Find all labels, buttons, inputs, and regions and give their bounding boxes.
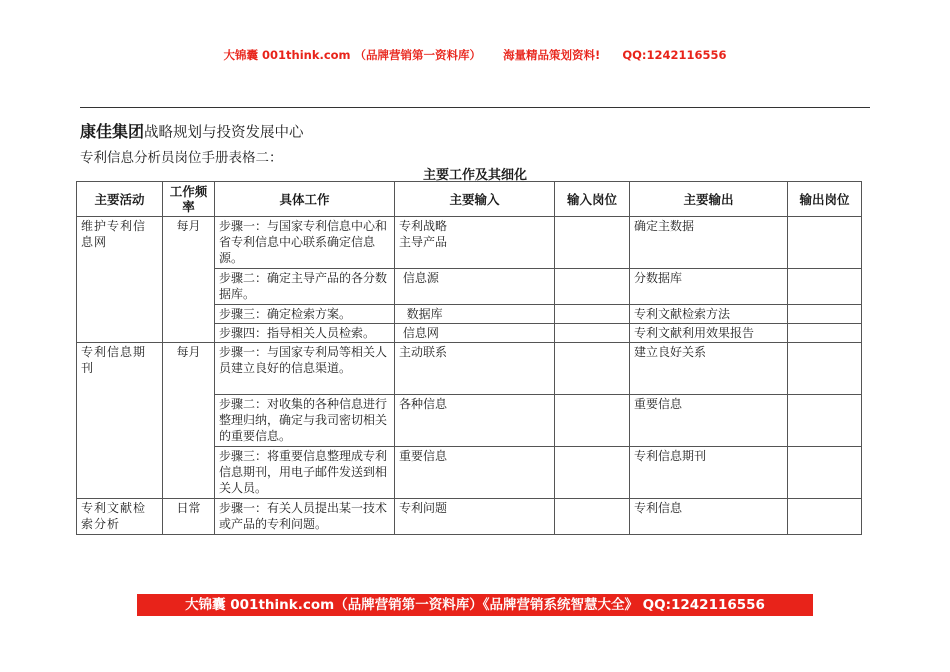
input-post-cell	[555, 269, 630, 305]
output-post-cell	[788, 269, 862, 305]
company-heading	[80, 119, 304, 142]
input-post-cell	[555, 447, 630, 499]
input-cell: 数据库	[395, 305, 555, 324]
form-subtitle: 专利信息分析员岗位手册表格二：	[80, 150, 283, 166]
work-cell: 步骤一：有关人员提出某一技术或产品的专利问题。	[215, 499, 395, 535]
top-watermark-banner	[0, 47, 950, 63]
output-post-cell	[788, 217, 862, 269]
input-cell: 重要信息	[395, 447, 555, 499]
company-name: 康佳集团	[80, 122, 145, 141]
header-input-post: 输入岗位	[555, 182, 630, 217]
work-cell: 步骤一：与国家专利信息中心和省专利信息中心联系确定信息源。	[215, 217, 395, 269]
output-cell: 专利文献利用效果报告	[630, 324, 788, 343]
output-post-cell	[788, 447, 862, 499]
table-row	[77, 343, 862, 395]
input-cell: 专利问题	[395, 499, 555, 535]
input-cell: 信息网	[395, 324, 555, 343]
work-cell: 步骤三：将重要信息整理成专利信息期刊，用电子邮件发送到相关人员。	[215, 447, 395, 499]
table-body	[77, 217, 862, 535]
table-title: 主要工作及其细化	[422, 168, 527, 183]
header-output-post: 输出岗位	[788, 182, 862, 217]
frequency-cell: 每月	[163, 217, 215, 343]
output-cell: 分数据库	[630, 269, 788, 305]
table-header-row	[77, 182, 862, 217]
output-cell: 建立良好关系	[630, 343, 788, 395]
banner-slogan: 海量精品策划资料!	[503, 48, 601, 62]
activity-cell: 维护专利信息网	[77, 217, 163, 343]
output-post-cell	[788, 305, 862, 324]
input-cell: 专利战略 主导产品	[395, 217, 555, 269]
frequency-cell: 日常	[163, 499, 215, 535]
work-detail-table	[76, 181, 862, 535]
output-post-cell	[788, 343, 862, 395]
activity-cell: 专利信息期刊	[77, 343, 163, 499]
work-cell: 步骤二：确定主导产品的各分数据库。	[215, 269, 395, 305]
input-cell: 各种信息	[395, 395, 555, 447]
frequency-cell: 每月	[163, 343, 215, 499]
work-cell: 步骤一：与国家专利局等相关人员建立良好的信息渠道。	[215, 343, 395, 395]
input-post-cell	[555, 217, 630, 269]
work-cell: 步骤四：指导相关人员检索。	[215, 324, 395, 343]
banner-site: 大锦囊 001think.com （品牌营销第一资料库）	[223, 48, 482, 62]
header-input: 主要输入	[395, 182, 555, 217]
output-post-cell	[788, 324, 862, 343]
output-cell: 专利信息期刊	[630, 447, 788, 499]
input-cell: 主动联系	[395, 343, 555, 395]
activity-cell: 专利文献检索分析	[77, 499, 163, 535]
input-post-cell	[555, 324, 630, 343]
department-name: 战略规划与投资发展中心	[144, 125, 304, 141]
input-post-cell	[555, 305, 630, 324]
input-post-cell	[555, 395, 630, 447]
output-post-cell	[788, 395, 862, 447]
output-cell: 专利文献检索方法	[630, 305, 788, 324]
work-cell: 步骤二：对收集的各种信息进行整理归纳，确定与我司密切相关的重要信息。	[215, 395, 395, 447]
input-post-cell	[555, 499, 630, 535]
input-post-cell	[555, 343, 630, 395]
table-row	[77, 217, 862, 269]
header-output: 主要输出	[630, 182, 788, 217]
header-work: 具体工作	[215, 182, 395, 217]
header-frequency: 工作频率	[163, 182, 215, 217]
header-divider	[80, 107, 870, 108]
output-post-cell	[788, 499, 862, 535]
output-cell: 重要信息	[630, 395, 788, 447]
table-row	[77, 499, 862, 535]
header-activity: 主要活动	[77, 182, 163, 217]
output-cell: 确定主数据	[630, 217, 788, 269]
bottom-watermark-banner: 大锦囊 001think.com（品牌营销第一资料库）《品牌营销系统智慧大全》 QQ:1242116556	[137, 594, 813, 616]
work-cell: 步骤三：确定检索方案。	[215, 305, 395, 324]
banner-qq: QQ:1242116556	[622, 48, 727, 62]
output-cell: 专利信息	[630, 499, 788, 535]
input-cell: 信息源	[395, 269, 555, 305]
